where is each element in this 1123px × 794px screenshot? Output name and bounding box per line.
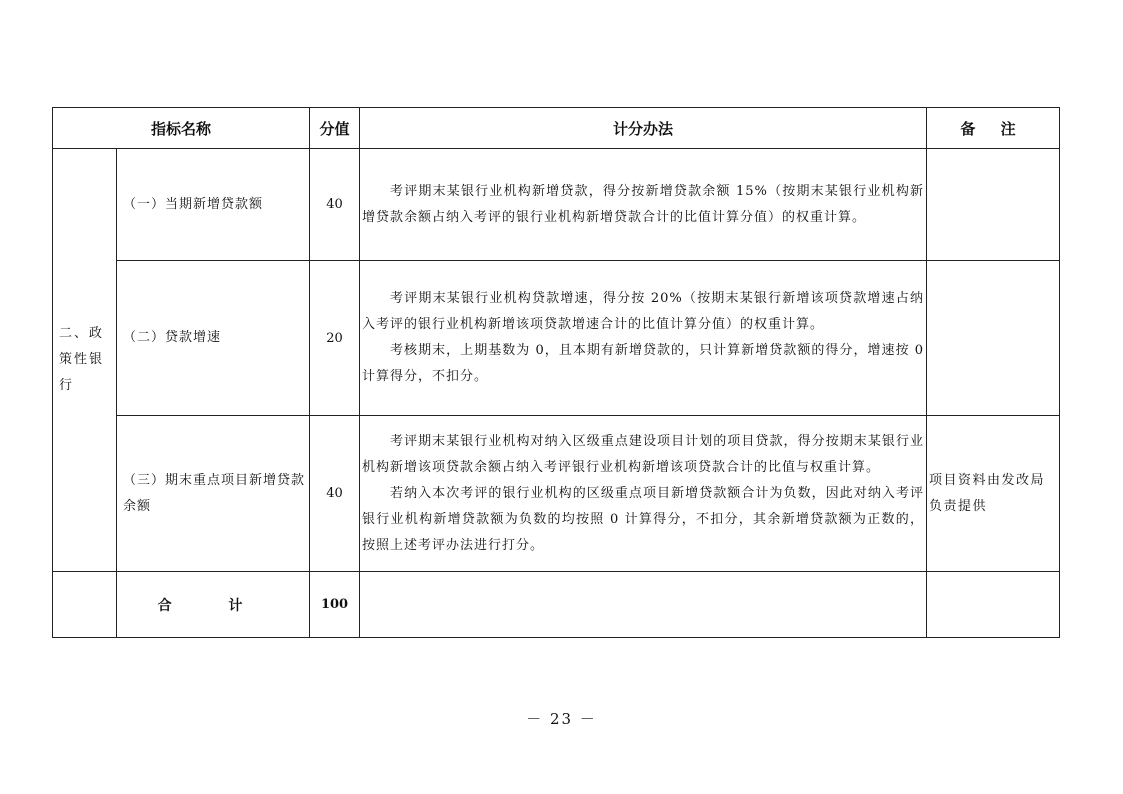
table-row — [53, 416, 1060, 572]
table-header-row — [53, 108, 1060, 149]
scoring-table — [52, 107, 1060, 638]
header-score: 分值 — [310, 108, 360, 149]
total-row — [53, 572, 1060, 638]
indicator-name: （三）期末重点项目新增贷款余额 — [117, 416, 310, 572]
indicator-score: 40 — [310, 149, 360, 261]
page-number: － 23 － — [526, 710, 597, 728]
total-method-cell — [360, 572, 927, 638]
category-cell: 二、政策性银行 — [53, 149, 117, 572]
total-note-cell — [927, 572, 1060, 638]
total-blank-cell — [53, 572, 117, 638]
scoring-method — [360, 416, 927, 572]
indicator-score: 40 — [310, 416, 360, 572]
note-cell: 项目资料由发改局负责提供 — [927, 416, 1060, 572]
header-note: 备 注 — [927, 108, 1060, 149]
method-paragraph: 若纳入本次考评的银行业机构的区级重点项目新增贷款额合计为负数，因此对纳入考评银行业机构新增贷款额为负数的均按照 0 计算得分，不扣分，其余新增贷款额为正数的，按照上述考评办法进行打分。 — [362, 485, 925, 553]
header-indicator-name: 指标名称 — [53, 108, 310, 149]
scoring-method — [360, 261, 927, 416]
method-paragraph: 考核期末，上期基数为 0，且本期有新增贷款的，只计算新增贷款额的得分，增速按 0 计算得分，不扣分。 — [362, 343, 925, 384]
table-row — [53, 261, 1060, 416]
table-row — [53, 149, 1060, 261]
indicator-name: （二）贷款增速 — [117, 261, 310, 416]
scoring-method — [360, 149, 927, 261]
indicator-score: 20 — [310, 261, 360, 416]
method-paragraph: 考评期末某银行业机构对纳入区级重点建设项目计划的项目贷款，得分按期末某银行业机构新增该项贷款余额占纳入考评银行业机构新增该项贷款合计的比值与权重计算。 — [362, 433, 925, 475]
total-label: 合 计 — [117, 572, 310, 638]
indicator-name: （一）当期新增贷款额 — [117, 149, 310, 261]
note-cell — [927, 149, 1060, 261]
method-paragraph: 考评期末某银行业机构新增贷款，得分按新增贷款余额 15%（按期末某银行业机构新增贷款余额占纳入考评的银行业机构新增贷款合计的比值计算分值）的权重计算。 — [362, 183, 925, 225]
header-method: 计分办法 — [360, 108, 927, 149]
total-score: 100 — [310, 572, 360, 638]
method-paragraph: 考评期末某银行业机构贷款增速，得分按 20%（按期末某银行新增该项贷款增速占纳入考评的银行业机构新增该项贷款增速合计的比值计算分值）的权重计算。 — [362, 291, 925, 332]
note-cell — [927, 261, 1060, 416]
